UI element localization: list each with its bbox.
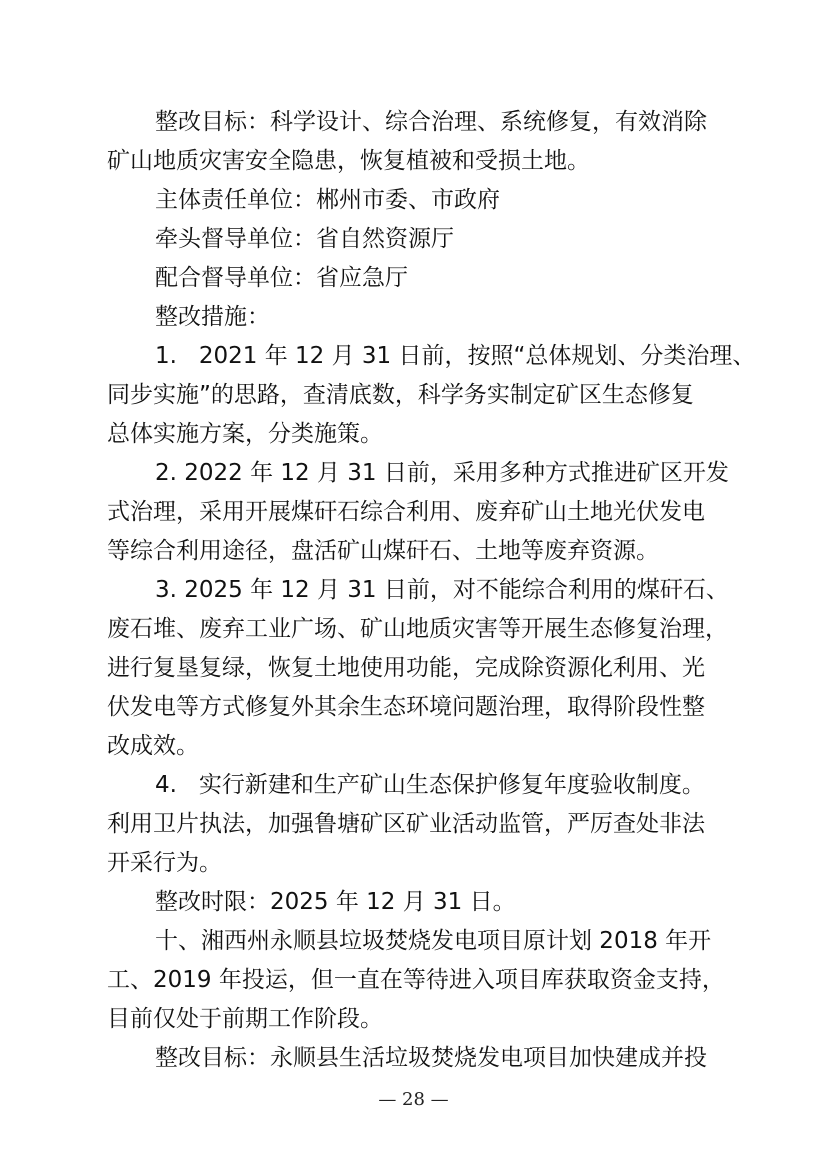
paragraph-line: 废石堆、废弃工业广场、矿山地质灾害等开展生态修复治理， xyxy=(107,616,728,642)
measures-heading: 整改措施： xyxy=(155,304,270,330)
measure-3-line: 3. 2025 年 12 月 31 日前，对不能综合利用的煤矸石、 xyxy=(155,577,729,603)
paragraph-line: 同步实施”的思路，查清底数，科学务实制定矿区生态修复 xyxy=(107,382,694,408)
goal-line: 整改目标：永顺县生活垃圾焚烧发电项目加快建成并投 xyxy=(155,1045,707,1071)
measure-1-line: 1. 2021 年 12 月 31 日前，按照“总体规划、分类治理、 xyxy=(155,343,756,369)
paragraph-line: 式治理，采用开展煤矸石综合利用、废弃矿山土地光伏发电 xyxy=(107,499,705,525)
deadline-line: 整改时限：2025 年 12 月 31 日。 xyxy=(155,889,516,915)
paragraph-line: 工、2019 年投运，但一直在等待进入项目库获取资金支持， xyxy=(107,967,725,993)
cooperating-supervision-line: 配合督导单位：省应急厅 xyxy=(155,265,408,291)
paragraph-line: 开采行为。 xyxy=(107,850,222,876)
measure-2-line: 2. 2022 年 12 月 31 日前，采用多种方式推进矿区开发 xyxy=(155,460,729,486)
lead-supervision-line: 牵头督导单位：省自然资源厅 xyxy=(155,226,454,252)
measure-4-line: 4. 实行新建和生产矿山生态保护修复年度验收制度。 xyxy=(155,772,705,798)
paragraph-line: 等综合利用途径，盘活矿山煤矸石、土地等废弃资源。 xyxy=(107,538,659,564)
paragraph-line: 矿山地质灾害安全隐患，恢复植被和受损土地。 xyxy=(107,148,590,174)
paragraph-line: 伏发电等方式修复外其余生态环境问题治理，取得阶段性整 xyxy=(107,694,705,720)
paragraph-line-goal: 整改目标：科学设计、综合治理、系统修复，有效消除 xyxy=(155,109,707,135)
paragraph-line: 进行复垦复绿，恢复土地使用功能，完成除资源化利用、光 xyxy=(107,655,705,681)
paragraph-line: 总体实施方案，分类施策。 xyxy=(107,421,383,447)
page-number: — 28 — xyxy=(378,1089,449,1110)
paragraph-line: 利用卫片执法，加强鲁塘矿区矿业活动监管，严厉查处非法 xyxy=(107,811,705,837)
paragraph-line: 目前仅处于前期工作阶段。 xyxy=(107,1006,383,1032)
responsible-unit-line: 主体责任单位：郴州市委、市政府 xyxy=(155,187,500,213)
paragraph-line: 改成效。 xyxy=(107,733,199,759)
section-ten-line: 十、湘西州永顺县垃圾焚烧发电项目原计划 2018 年开 xyxy=(155,928,712,954)
